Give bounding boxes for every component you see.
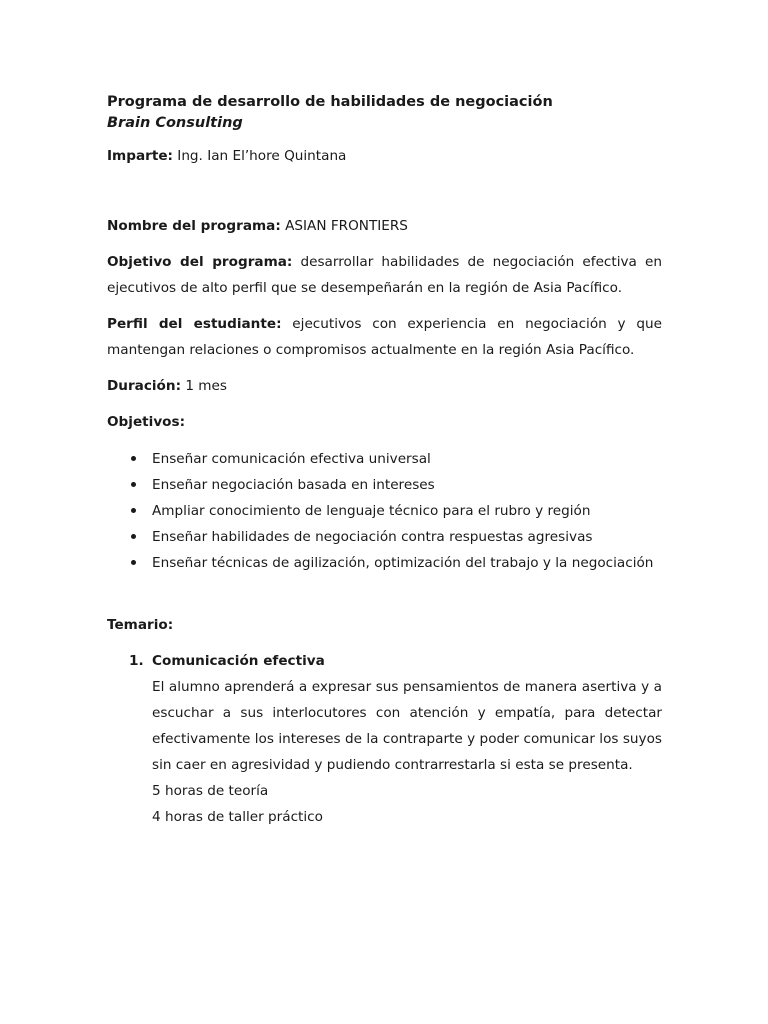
- program-objective-value: desarrollar habilidades de negociación efectiva en ejecutivos de alto perfil que se desempeñarán en la región de Asia Pacífico.: [107, 254, 662, 296]
- document-page: [107, 92, 662, 830]
- list-item: [107, 550, 662, 576]
- bullet-icon: [131, 482, 136, 487]
- duration-line: [107, 373, 662, 399]
- duration-label: Duración:: [107, 378, 182, 394]
- program-name-line: [107, 213, 662, 239]
- student-profile-value: ejecutivos con experiencia en negociación y que mantengan relaciones o compromisos actualmente en la región Asia Pacífico.: [107, 316, 662, 358]
- student-profile: [107, 311, 662, 363]
- objectives-list: [107, 446, 662, 576]
- list-item: [107, 446, 662, 472]
- syllabus-item-workshop-hours: 4 horas de taller práctico: [152, 809, 323, 825]
- syllabus-item-number: 1.: [129, 653, 144, 669]
- list-item: [107, 524, 662, 550]
- list-item: [107, 472, 662, 498]
- list-item-text: Enseñar habilidades de negociación contra respuestas agresivas: [152, 529, 593, 545]
- program-objective-label: Objetivo del programa:: [107, 254, 293, 270]
- bullet-icon: [131, 456, 136, 461]
- syllabus-heading: Temario:: [107, 617, 174, 633]
- bullet-icon: [131, 508, 136, 513]
- company-name: Brain Consulting: [107, 115, 243, 131]
- program-name-label: Nombre del programa:: [107, 218, 281, 234]
- list-item-text: Enseñar negociación basada en intereses: [152, 477, 435, 493]
- duration-value: 1 mes: [181, 378, 227, 394]
- list-item-text: Ampliar conocimiento de lenguaje técnico para el rubro y región: [152, 503, 591, 519]
- objectives-heading: Objetivos:: [107, 414, 186, 430]
- list-item-text: Enseñar técnicas de agilización, optimización del trabajo y la negociación: [152, 555, 654, 571]
- list-item: [107, 498, 662, 524]
- instructor-value: Ing. Ian El’hore Quintana: [172, 148, 347, 164]
- student-profile-label: Perfil del estudiante:: [107, 316, 282, 332]
- bullet-icon: [131, 534, 136, 539]
- document-title: Programa de desarrollo de habilidades de negociación: [107, 94, 553, 110]
- program-objective: [107, 249, 662, 301]
- syllabus-item-description: El alumno aprenderá a expresar sus pensamientos de manera asertiva y a escuchar a sus interlocutores con atención y empatía, para detectar efectivamente los intereses de la contraparte y poder comunicar los suyos sin caer en agresividad y pudiendo contrarrestarla si esta se presenta.: [152, 679, 662, 773]
- program-name-value: ASIAN FRONTIERS: [280, 218, 408, 234]
- syllabus-item: [107, 648, 662, 830]
- syllabus-item-theory-hours: 5 horas de teoría: [152, 783, 269, 799]
- bullet-icon: [131, 560, 136, 565]
- syllabus-item-title: Comunicación efectiva: [152, 653, 325, 669]
- list-item-text: Enseñar comunicación efectiva universal: [152, 451, 431, 467]
- instructor-label: Imparte:: [107, 148, 173, 164]
- instructor-line: [107, 143, 662, 169]
